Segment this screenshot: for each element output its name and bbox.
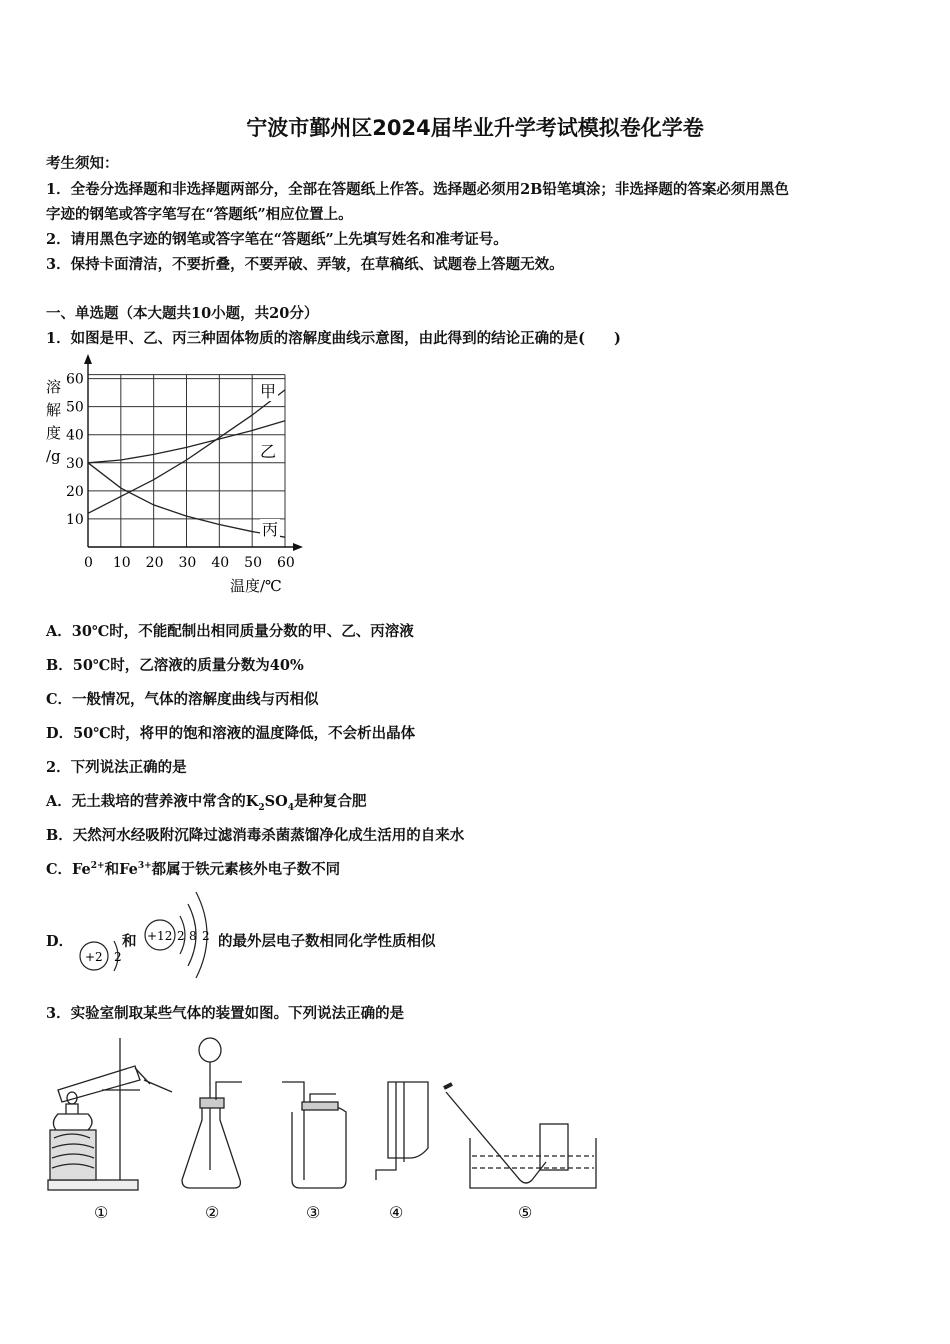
chart-ylabel [46, 378, 61, 465]
chart-xlabel: 温度/℃ [230, 577, 282, 595]
apparatus-1 [48, 1038, 172, 1190]
q2-a-post: 是种复合肥 [294, 793, 367, 810]
x-axis-arrow [293, 543, 303, 551]
x-tick-label: 30 [178, 555, 197, 571]
svg-text:+12: +12 [147, 929, 173, 943]
q3-stem: 3．实验室制取某些气体的装置如图。下列说法正确的是 [46, 1005, 405, 1022]
y-tick-label: 20 [66, 483, 84, 500]
x-tick-label: 40 [211, 555, 230, 571]
k2so4-formula: $K_2SO_4$ [245, 793, 294, 813]
y-axis-arrow [84, 354, 92, 364]
q2-option-a [46, 790, 367, 813]
y-tick-label: 40 [66, 427, 84, 444]
apparatus-4 [376, 1082, 428, 1180]
q1-option-a: A．30℃时，不能配制出相同质量分数的甲、乙、丙溶液 [46, 623, 414, 640]
notice-item-1: 1．全卷分选择题和非选择题两部分，全部在答题纸上作答。选择题必须用2B铅笔填涂；非选择题的答案必须用黑色 [46, 181, 789, 198]
x-tick-label: 0 [84, 555, 93, 571]
curve-label-乙: 乙 [260, 442, 277, 461]
x-tick-label: 20 [145, 555, 164, 571]
q1-stem: 1．如图是甲、乙、丙三种固体物质的溶解度曲线示意图，由此得到的结论正确的是( ) [46, 330, 621, 347]
y-tick-label: 50 [66, 399, 84, 416]
apparatus-3 [282, 1082, 346, 1188]
notice-item-2: 2．请用黑色字迹的钢笔或答字笔在“答题纸”上先填写姓名和准考证号。 [46, 231, 508, 248]
curve-label-甲: 甲 [260, 382, 277, 401]
x-tick-label: 50 [244, 555, 262, 571]
curve-label-丙: 丙 [262, 520, 279, 539]
q2-option-b: B．天然河水经吸附沉降过滤消毒杀菌蒸馏净化成生活用的自来水 [46, 827, 465, 844]
magnesium-atom-diagram [140, 888, 220, 983]
solubility-chart [38, 352, 318, 597]
apparatus-5 [444, 1084, 596, 1188]
y-label-char: /g [46, 447, 61, 465]
q2-stem: 2．下列说法正确的是 [46, 759, 187, 776]
chart-ticks [66, 372, 295, 571]
y-tick-label: 10 [66, 511, 84, 528]
apparatus-label-2: ② [205, 1203, 220, 1222]
apparatus-labels [94, 1203, 532, 1222]
apparatus-diagram [40, 1030, 610, 1230]
notice-item-1-cont: 字迹的钢笔或答字笔写在“答题纸”相应位置上。 [46, 206, 353, 223]
helium-atom-diagram [76, 925, 126, 975]
svg-text:+2: +2 [85, 950, 103, 964]
apparatus-label-1: ① [94, 1203, 109, 1222]
notice-item-3: 3．保持卡面清洁，不要折叠，不要弄破、弄皱，在草稿纸、试题卷上答题无效。 [46, 256, 564, 273]
apparatus-label-4: ④ [389, 1203, 404, 1222]
svg-text:8: 8 [189, 929, 197, 943]
page-title: 宁波市鄞州区2024届毕业升学考试模拟卷化学卷 [246, 116, 704, 140]
q2-option-d-and: 和 [122, 933, 137, 950]
svg-text:2: 2 [202, 929, 210, 943]
q2-option-d-text: 的最外层电子数相同化学性质相似 [218, 933, 436, 950]
y-label-char: 溶 [46, 378, 62, 396]
q1-option-c: C．一般情况，气体的溶解度曲线与丙相似 [46, 691, 319, 708]
q2-a-pre: A．无土栽培的营养液中常含的 [46, 793, 246, 810]
apparatus-label-5: ⑤ [518, 1203, 533, 1222]
apparatus-2 [182, 1038, 242, 1188]
x-tick-label: 60 [277, 555, 295, 571]
y-tick-label: 60 [66, 371, 84, 388]
y-label-char: 解 [46, 401, 62, 419]
q1-option-b: B．50℃时，乙溶液的质量分数为40% [46, 657, 304, 674]
q1-option-d: D．50℃时，将甲的饱和溶液的温度降低，不会析出晶体 [46, 725, 416, 742]
svg-text:2: 2 [114, 950, 122, 964]
svg-text:2: 2 [177, 929, 185, 943]
q2-option-c: C．$Fe^{2+}$和$Fe^{3+}$都属于铁元素核外电子数不同 [46, 861, 341, 878]
section-heading: 一、单选题（本大题共10小题，共20分） [46, 305, 319, 322]
q2-option-d-label: D． [46, 933, 74, 950]
y-label-char: 度 [46, 424, 62, 442]
y-tick-label: 30 [66, 455, 84, 472]
x-tick-label: 10 [112, 555, 131, 571]
apparatus-label-3: ③ [306, 1203, 321, 1222]
notice-heading: 考生须知： [46, 155, 119, 172]
